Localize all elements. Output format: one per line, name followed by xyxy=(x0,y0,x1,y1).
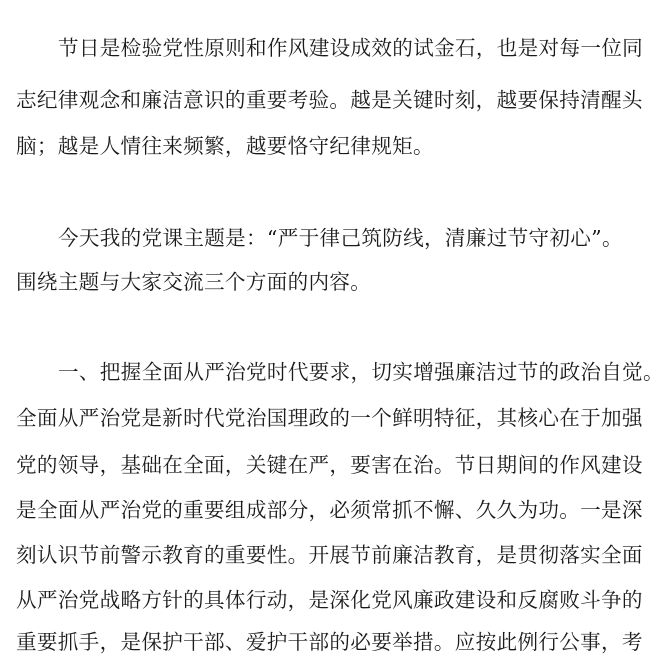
paragraph-1-line-1: 节日是检验党性原则和作风建设成效的试金石，也是对每一位同 xyxy=(58,36,644,60)
paragraph-3-line-3: 党的领导，基础在全面，关键在严，要害在治。节日期间的作风建设 xyxy=(16,453,643,477)
paragraph-3-line-2: 全面从严治党是新时代党治国理政的一个鲜明特征，其核心在于加强 xyxy=(16,406,643,430)
paragraph-3-line-6: 从严治党战略方针的具体行动，是深化党风廉政建设和反腐败斗争的 xyxy=(16,588,643,612)
paragraph-3-line-1: 一、把握全面从严治党时代要求，切实增强廉洁过节的政治自觉。 xyxy=(58,360,664,384)
paragraph-3-line-5: 刻认识节前警示教育的重要性。开展节前廉洁教育，是贯彻落实全面 xyxy=(16,543,643,567)
paragraph-3-line-4: 是全面从严治党的重要组成部分，必须常抓不懈、久久为功。一是深 xyxy=(16,498,643,522)
paragraph-3-line-7: 重要抓手，是保护干部、爱护干部的必要举措。应按此例行公事，考 xyxy=(16,630,643,654)
paragraph-2-line-1: 今天我的党课主题是：“严于律己筑防线，清廉过节守初心”。 xyxy=(58,226,623,250)
paragraph-1-line-2: 志纪律观念和廉洁意识的重要考验。越是关键时刻，越要保持清醒头 xyxy=(16,88,643,112)
paragraph-1-line-3: 脑；越是人情往来频繁，越要恪守纪律规矩。 xyxy=(16,134,434,158)
paragraph-2-line-2: 围绕主题与大家交流三个方面的内容。 xyxy=(16,270,372,294)
